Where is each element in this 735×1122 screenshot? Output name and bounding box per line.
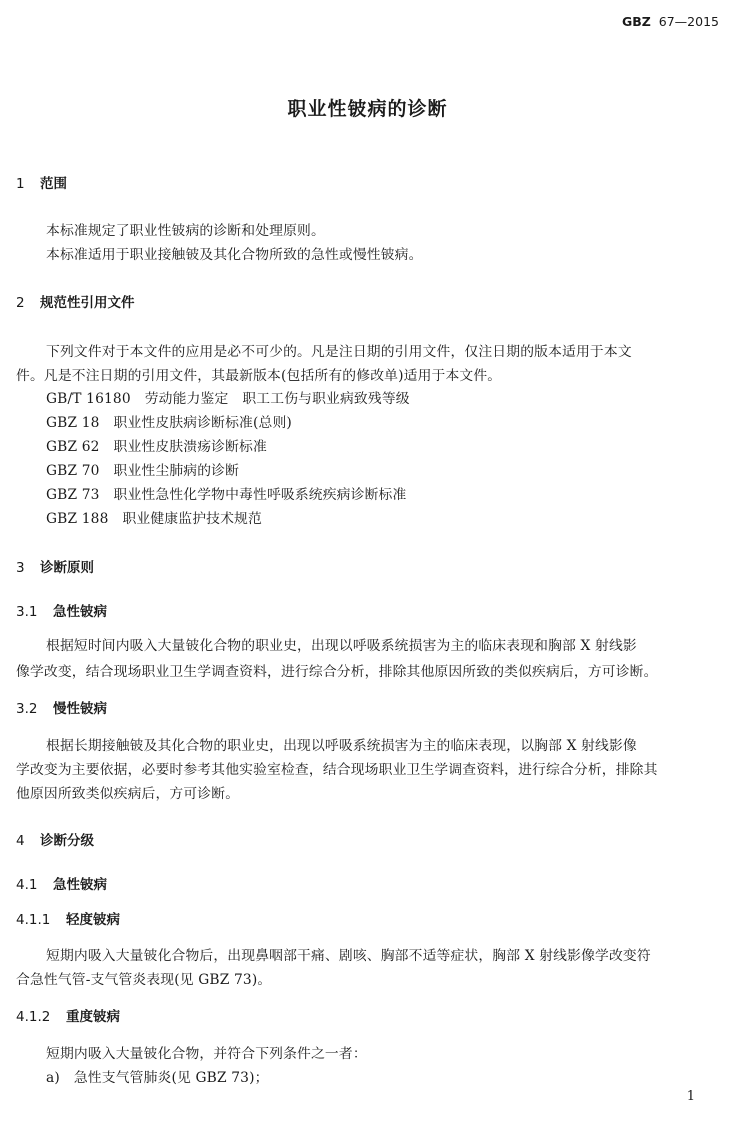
section-title: 规范性引用文件 — [40, 295, 135, 311]
reference-item: GBZ 188 职业健康监护技术规范 — [46, 511, 262, 527]
standard-code — [622, 14, 719, 29]
paragraph-line: 根据长期接触铍及其化合物的职业史，出现以呼吸系统损害为主的临床表现，以胸部 X 射线影像 — [46, 738, 637, 754]
section-number: 2 — [16, 295, 25, 311]
section-title: 急性铍病 — [53, 877, 107, 893]
section-title: 急性铍病 — [53, 604, 107, 620]
section-4-1-2-heading — [16, 1005, 120, 1025]
reference-item: GBZ 62 职业性皮肤溃疡诊断标准 — [46, 439, 267, 455]
section-number: 3 — [16, 560, 25, 576]
section-3-heading — [16, 556, 94, 576]
standard-prefix: GBZ — [621, 14, 651, 29]
standard-number: 67—2015 — [658, 14, 719, 29]
paragraph-line: 下列文件对于本文件的应用是必不可少的。凡是注日期的引用文件，仅注日期的版本适用于本文 — [46, 344, 632, 360]
reference-item: GBZ 18 职业性皮肤病诊断标准(总则) — [46, 415, 292, 431]
paragraph: 本标准适用于职业接触铍及其化合物所致的急性或慢性铍病。 — [46, 247, 423, 263]
section-2-heading — [16, 291, 135, 311]
list-item: a) 急性支气管肺炎(见 GBZ 73)； — [46, 1070, 269, 1086]
reference-item: GBZ 70 职业性尘肺病的诊断 — [46, 463, 240, 479]
section-3-2-heading — [16, 697, 107, 717]
section-4-1-heading — [16, 873, 107, 893]
paragraph-line: 他原因所致类似疾病后，方可诊断。 — [16, 786, 240, 802]
section-number: 3.2 — [16, 701, 38, 717]
page-number: 1 — [686, 1089, 695, 1104]
reference-item: GBZ 73 职业性急性化学物中毒性呼吸系统疾病诊断标准 — [46, 487, 407, 503]
paragraph-line: 像学改变，结合现场职业卫生学调查资料，进行综合分析，排除其他原因所致的类似疾病后，方可诊断。 — [16, 664, 658, 680]
paragraph-line: 学改变为主要依据，必要时参考其他实验室检查，结合现场职业卫生学调查资料，进行综合分析，排除其 — [16, 762, 658, 778]
section-number: 4.1.1 — [16, 912, 51, 928]
reference-item: GB/T 16180 劳动能力鉴定 职工工伤与职业病致残等级 — [46, 391, 410, 407]
section-4-heading — [16, 829, 94, 849]
section-number: 3.1 — [16, 604, 38, 620]
section-3-1-heading — [16, 600, 107, 620]
paragraph-line: 根据短时间内吸入大量铍化合物的职业史，出现以呼吸系统损害为主的临床表现和胸部 X 射线影 — [46, 638, 637, 654]
section-title: 诊断原则 — [40, 560, 94, 576]
section-number: 4 — [16, 833, 25, 849]
paragraph-line: 短期内吸入大量铍化合物后，出现鼻咽部干痛、剧咳、胸部不适等症状，胸部 X 射线影像学改变符 — [46, 948, 651, 964]
section-4-1-1-heading — [16, 908, 120, 928]
section-title: 轻度铍病 — [66, 912, 120, 928]
section-title: 范围 — [40, 176, 67, 192]
paragraph-line: 短期内吸入大量铍化合物，并符合下列条件之一者： — [46, 1046, 367, 1062]
section-number: 1 — [16, 176, 25, 192]
section-title: 慢性铍病 — [53, 701, 107, 717]
section-title: 诊断分级 — [40, 833, 94, 849]
paragraph-line: 合急性气管-支气管炎表现(见 GBZ 73)。 — [16, 972, 272, 988]
document-title: 职业性铍病的诊断 — [287, 98, 448, 120]
paragraph: 本标准规定了职业性铍病的诊断和处理原则。 — [46, 223, 325, 239]
paragraph-line: 件。凡是不注日期的引用文件，其最新版本(包括所有的修改单)适用于本文件。 — [16, 368, 502, 384]
section-title: 重度铍病 — [66, 1009, 120, 1025]
section-number: 4.1 — [16, 877, 38, 893]
section-number: 4.1.2 — [16, 1009, 51, 1025]
section-1-heading — [16, 172, 67, 192]
